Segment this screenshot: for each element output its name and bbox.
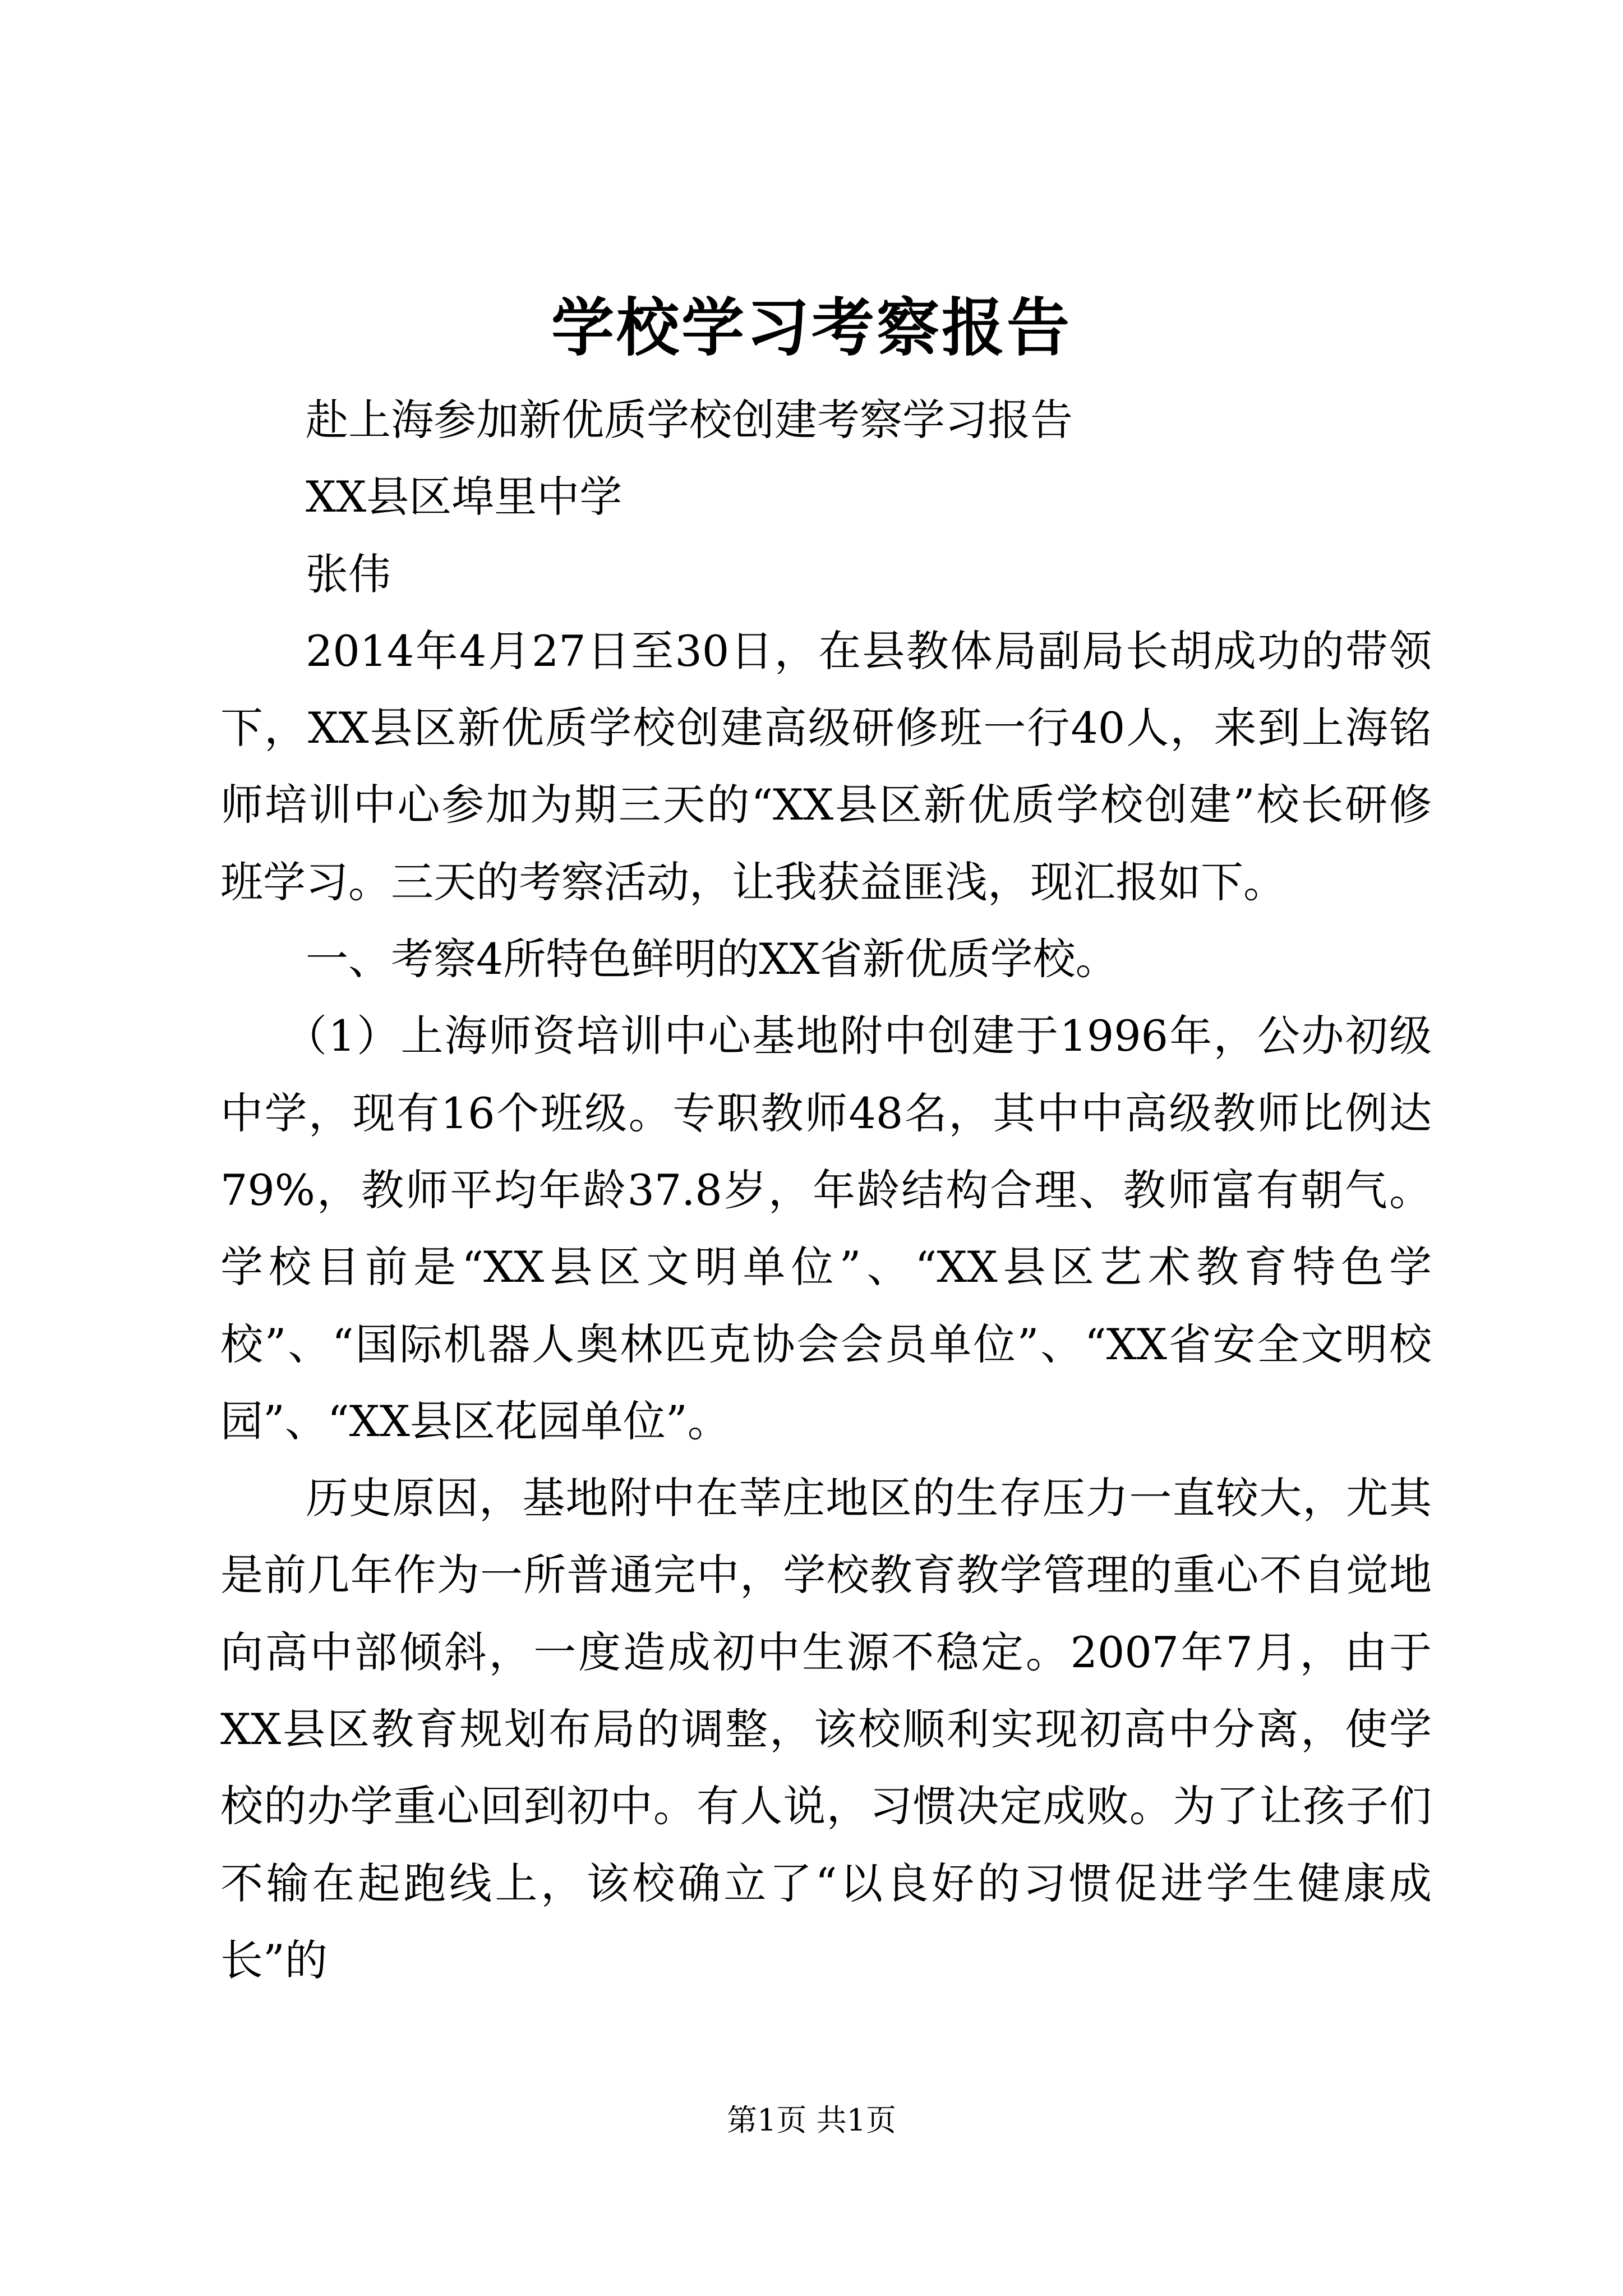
- author-paragraph: 张伟: [306, 549, 391, 599]
- document-title: 学校学习考察报告: [551, 291, 1072, 365]
- subtitle-paragraph: 赴上海参加新优质学校创建考察学习报告: [306, 395, 1073, 445]
- document-body: [220, 381, 1432, 1999]
- body-paragraph: （1）上海师资培训中心基地附中创建于1996年，公办初级中学，现有16个班级。专职教师48名，其中中高级教师比例达79%，教师平均年龄37.8岁，年龄结构合理、教师富有朝气。学校目前是“XX县区文明单位”、“XX县区艺术教育特色学校”、“国际机器人奥林匹克协会会员单位”、“XX省安全文明校园”、“XX县区花园单位”。: [220, 1011, 1432, 1446]
- school-name-paragraph: XX县区埠里中学: [306, 472, 623, 522]
- body-paragraph: 历史原因，基地附中在莘庄地区的生存压力一直较大，尤其是前几年作为一所普通完中，学校教育教学管理的重心不自觉地向高中部倾斜，一度造成初中生源不稳定。2007年7月，由于XX县区教育规划布局的调整，该校顺利实现初高中分离，使学校的办学重心回到初中。有人说，习惯决定成败。为了让孩子们不输在起跑线上，该校确立了“以良好的习惯促进学生健康成长”的: [220, 1473, 1432, 1985]
- section-heading-paragraph: 一、考察4所特色鲜明的XX省新优质学校。: [306, 934, 1118, 984]
- body-paragraph: 2014年4月27日至30日，在县教体局副局长胡成功的带领下，XX县区新优质学校创建高级研修班一行40人，来到上海铭师培训中心参加为期三天的“XX县区新优质学校创建”校长研修班学习。三天的考察活动，让我获益匪浅，现汇报如下。: [220, 625, 1432, 907]
- page-footer: 第1页 共1页: [727, 2102, 896, 2138]
